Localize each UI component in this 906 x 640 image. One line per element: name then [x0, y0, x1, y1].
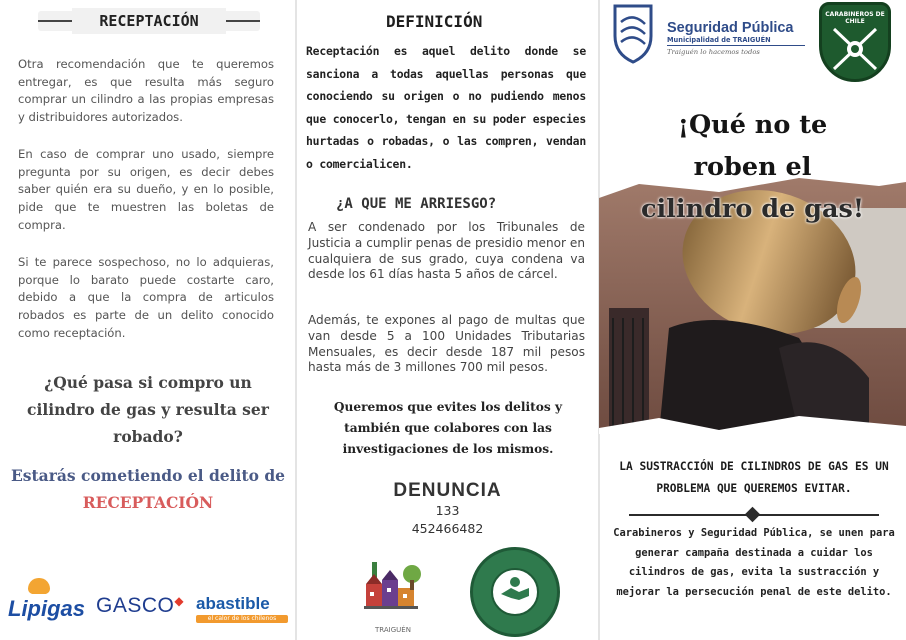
cover-subheadline: LA SUSTRACCIÓN DE CILINDROS DE GAS ES UN PROBLEMA QUE QUEREMOS EVITAR. — [619, 460, 889, 495]
brand-slogan: Traiguén lo hacemos todos — [667, 48, 760, 56]
seguridad-publica-brand — [667, 20, 805, 56]
headline-line-1: ¡Qué no te — [677, 110, 828, 140]
panel-receptacion — [0, 0, 296, 640]
seguridad-publica-emblem — [609, 2, 657, 64]
receptacion-title-text: RECEPTACIÓN — [72, 8, 226, 34]
panel-definicion — [296, 0, 599, 640]
flame-icon — [28, 578, 50, 594]
answer-prefix: Estarás cometiendo el delito de — [10, 466, 286, 485]
ornament-divider — [629, 514, 879, 516]
abastible-tagline: el calor de los chilenos — [196, 615, 288, 623]
arriesgo-title: ¿A QUE ME ARRIESGO? — [336, 196, 497, 212]
diamond-ornament-icon — [745, 507, 761, 523]
abastible-logo — [196, 594, 288, 628]
definicion-title: DEFINICIÓN — [386, 12, 483, 31]
lipigas-logo — [8, 578, 92, 628]
traiguen-caption: TRAIGUÉN — [375, 626, 411, 634]
brand-title: Seguridad Pública — [667, 20, 794, 36]
department-seal — [470, 547, 560, 637]
crossed-rifles-icon — [822, 19, 888, 79]
carabineros-label: CARABINEROS DE CHILE — [825, 11, 885, 25]
phone-carabineros: 133 — [435, 503, 460, 518]
gasco-logo — [96, 594, 184, 618]
cover-headline — [599, 104, 906, 230]
town-houses-icon — [362, 554, 424, 620]
carabineros-badge — [819, 2, 891, 82]
arriesgo-fines-text: Además, te expones al pago de multas que van desde 5 a 100 Unidades Tributarias Mensuales, es decir desde 187 mil pesos hasta más de 3 millones 700 mil pesos. — [308, 313, 585, 375]
headline-line-2: roben el — [693, 152, 812, 182]
handshake-icon — [491, 568, 539, 616]
paragraph-suspicious: Si te parece sospechoso, no lo adquieras, porque lo barato puede costarte caro, debido a que la compra de articulos robados es parte de un delito conocido como receptación. — [18, 255, 274, 340]
paragraph-used-cylinder: En caso de comprar uno usado, siempre pregunta por su origen, es decir debes saber quién era su dueño, y en lo posible, pide que te muestren las boletas de compra. — [18, 147, 274, 232]
arriesgo-penalty-text: A ser condenado por los Tribunales de Justicia a cumplir penas de presidio menor en cualquiera de sus grado, cuya condena va desde los 61 días hasta 5 años de cárcel. — [308, 220, 585, 282]
paragraph-recommendation: Otra recomendación que te queremos entregar, es que resulta más seguro comprar un cilindro a las propias empresas y distribuidores autorizados. — [18, 57, 274, 125]
closing-message: Queremos que evites los delitos y también que colabores con las investigaciones de los mismos. — [333, 400, 563, 456]
lipigas-wordmark: Lipigas — [8, 596, 86, 621]
question-stolen-cylinder: ¿Qué pasa si compro un cilindro de gas y resulta ser robado? — [27, 373, 269, 446]
denuncia-title: DENUNCIA — [393, 480, 502, 501]
cover-body-text: Carabineros y Seguridad Pública, se unen para generar campaña destinada a cuidar los cilindros de gas, evita la sustracción y mejorar la persecución penal de este delito. — [613, 527, 895, 598]
answer-highlight: RECEPTACIÓN — [82, 493, 214, 512]
headline-line-3: cilindro de gas! — [640, 194, 865, 224]
definicion-text: Receptación es aquel delito donde se sanciona a todas aquellas personas que conociendo su origen o no pudiendo menos que conocerlo, tengan en su poder especies hurtadas o robadas, o las compren, vendan o comercialicen. — [306, 44, 586, 171]
abastible-wordmark: abastible — [196, 594, 270, 613]
phone-seguridad: 452466482 — [411, 521, 484, 536]
receptacion-title — [38, 8, 260, 34]
gasco-wordmark: GASCO — [96, 594, 175, 617]
panel-cover — [599, 0, 906, 640]
brand-municipality: Municipalidad de TRAIGUÉN — [667, 36, 805, 46]
traiguen-logo — [362, 554, 424, 634]
denuncia-block — [296, 480, 599, 538]
answer-receptacion — [10, 462, 286, 516]
gasco-flame-icon: ◆ — [174, 594, 185, 608]
